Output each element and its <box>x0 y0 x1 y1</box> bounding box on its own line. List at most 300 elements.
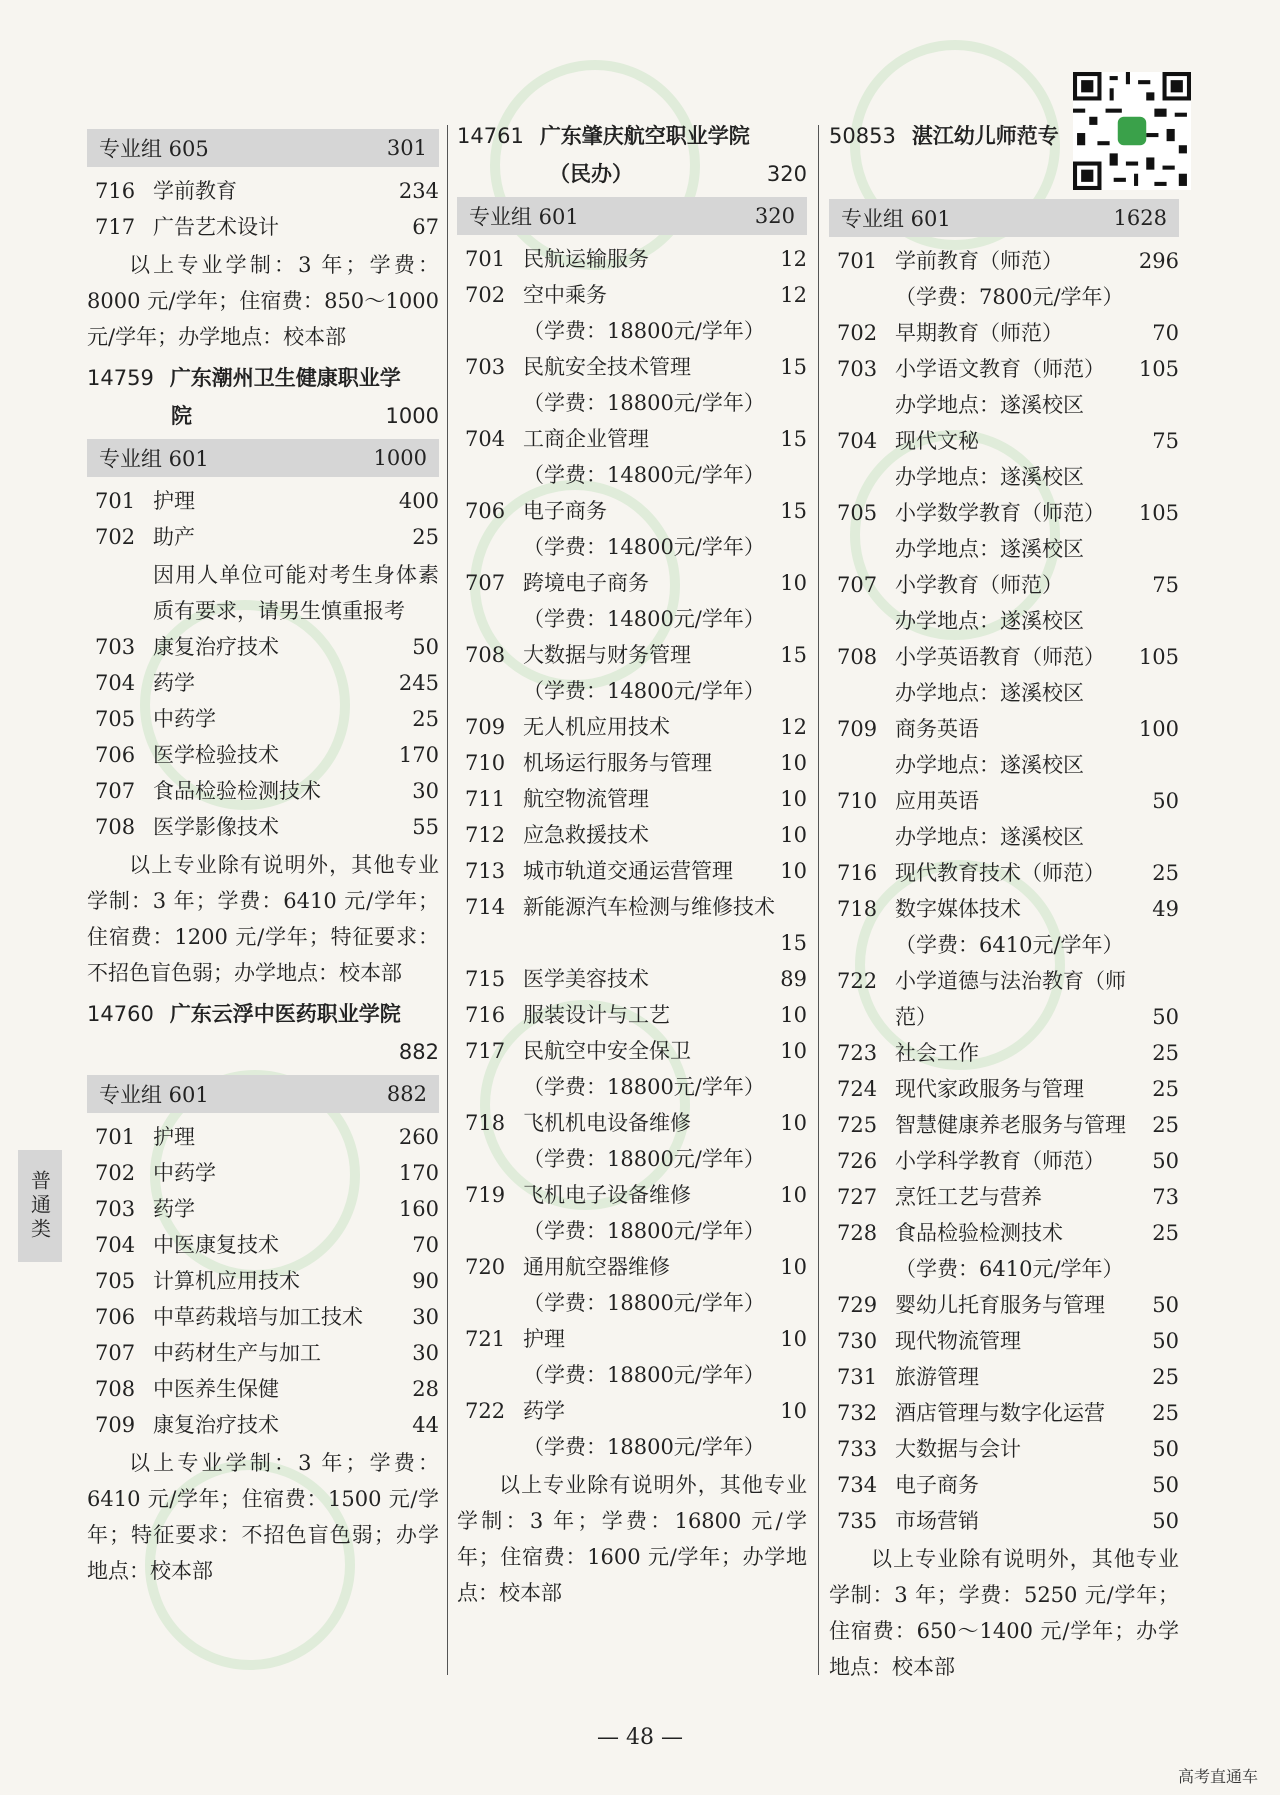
major-list <box>829 243 1179 963</box>
major-quota: 12 <box>780 247 807 271</box>
major-name: 商务英语 <box>895 717 979 741</box>
column-3 <box>829 125 1179 1685</box>
major-quota: 50 <box>1152 1293 1179 1317</box>
major-code: 724 <box>837 1077 878 1101</box>
major-name: 中草药栽培与加工技术 <box>153 1305 363 1329</box>
major-code: 707 <box>95 1341 136 1365</box>
major-name: 小学数学教育（师范） <box>895 501 1105 525</box>
major-name: 护理 <box>153 489 195 513</box>
major-row <box>829 783 1179 819</box>
major-name: 康复治疗技术 <box>153 1413 279 1437</box>
major-quota: 12 <box>780 283 807 307</box>
major-row <box>87 629 439 665</box>
group-header <box>829 199 1179 237</box>
major-row <box>829 1503 1179 1539</box>
major-name: 学前教育（师范） <box>895 249 1063 273</box>
major-row <box>829 243 1179 279</box>
major-row <box>87 1119 439 1155</box>
major-note: （学费：18800元/学年） <box>523 1147 765 1171</box>
major-row <box>87 665 439 701</box>
school-heading-line2 <box>87 397 439 435</box>
major-name: 学前教育 <box>153 179 237 203</box>
major-row <box>457 493 807 529</box>
major-note: （学费：18800元/学年） <box>523 319 765 343</box>
column-2 <box>457 125 807 1611</box>
major-quota: 10 <box>780 1327 807 1351</box>
major-row <box>87 483 439 519</box>
major-row <box>457 745 807 781</box>
major-quota: 15 <box>780 931 807 955</box>
major-name: 中医养生保健 <box>153 1377 279 1401</box>
major-quota: 100 <box>1138 717 1179 741</box>
major-name: 电子商务 <box>523 499 607 523</box>
major-code: 706 <box>95 1305 136 1329</box>
major-row <box>87 1191 439 1227</box>
column-divider <box>447 125 448 1675</box>
major-quota: 10 <box>780 571 807 595</box>
major-name: 机场运行服务与管理 <box>523 751 712 775</box>
major-name: 小学教育（师范） <box>895 573 1063 597</box>
major-quota: 75 <box>1152 573 1179 597</box>
major-row <box>87 209 439 245</box>
major-name: 广告艺术设计 <box>153 215 279 239</box>
major-quota: 30 <box>412 1305 439 1329</box>
major-quota: 89 <box>780 967 807 991</box>
major-name: 药学 <box>523 1399 565 1423</box>
footer-tag: 高考直通车 <box>1177 1767 1258 1786</box>
group-label: 专业组 601 <box>841 207 951 231</box>
major-code: 716 <box>465 1003 506 1027</box>
major-name: 应用英语 <box>895 789 979 813</box>
major-row <box>87 773 439 809</box>
major-list <box>457 961 807 1465</box>
major-name: 中医康复技术 <box>153 1233 279 1257</box>
major-code: 734 <box>837 1473 878 1497</box>
major-name: 空中乘务 <box>523 283 607 307</box>
major-quota: 50 <box>412 635 439 659</box>
group-notes: 以上专业除有说明外，其他专业学制：3 年；学费：5250 元/学年；住宿费：650～1400 元/学年；办学地点：校本部 <box>829 1547 1179 1679</box>
major-row <box>87 519 439 555</box>
major-quota: 25 <box>1152 1365 1179 1389</box>
page-number: — 48 — <box>597 1725 683 1750</box>
major-name: 新能源汽车检测与维修技术 <box>523 895 775 919</box>
major-name: 食品检验检测技术 <box>153 779 321 803</box>
major-quota: 10 <box>780 1183 807 1207</box>
school-heading-line2 <box>87 1033 439 1071</box>
major-name: 中药材生产与加工 <box>153 1341 321 1365</box>
major-quota: 25 <box>1152 1077 1179 1101</box>
major-code: 731 <box>837 1365 878 1389</box>
major-name: 飞机电子设备维修 <box>523 1183 691 1207</box>
school-name: 广东云浮中医药职业学院 <box>169 1002 401 1026</box>
major-note: （学费：18800元/学年） <box>523 1219 765 1243</box>
major-row <box>829 891 1179 927</box>
major-row <box>829 1395 1179 1431</box>
major-name: 大数据与会计 <box>895 1437 1021 1461</box>
major-code: 713 <box>465 859 506 883</box>
major-quota: 25 <box>1152 1041 1179 1065</box>
major-name: 飞机机电设备维修 <box>523 1111 691 1135</box>
major-code: 719 <box>465 1183 506 1207</box>
major-code: 701 <box>95 489 136 513</box>
major-row <box>457 277 807 313</box>
major-code: 703 <box>95 635 136 659</box>
major-row <box>829 1143 1179 1179</box>
major-name: 烹饪工艺与营养 <box>895 1185 1042 1209</box>
school-name: 广东肇庆航空职业学院 <box>539 124 750 148</box>
major-code: 704 <box>95 1233 136 1257</box>
major-row <box>457 1177 807 1213</box>
school-name: 湛江幼儿师范专 <box>911 124 1059 148</box>
group-total: 301 <box>386 136 427 160</box>
major-quota: 15 <box>780 427 807 451</box>
major-code: 704 <box>95 671 136 695</box>
major-row <box>87 809 439 845</box>
major-quota: 296 <box>1138 249 1179 273</box>
major-code: 717 <box>95 215 136 239</box>
major-row <box>829 1431 1179 1467</box>
major-quota: 25 <box>1152 1221 1179 1245</box>
major-row <box>87 1227 439 1263</box>
major-note: （学费：18800元/学年） <box>523 1435 765 1459</box>
major-quota: 30 <box>412 779 439 803</box>
major-code: 720 <box>465 1255 506 1279</box>
major-code: 710 <box>465 751 506 775</box>
major-note: （学费：14800元/学年） <box>523 607 765 631</box>
major-list <box>829 1035 1179 1539</box>
school-heading <box>457 117 807 155</box>
major-quota: 12 <box>780 715 807 739</box>
major-list <box>457 241 807 889</box>
major-row <box>457 241 807 277</box>
major-code: 723 <box>837 1041 878 1065</box>
major-code: 702 <box>465 283 506 307</box>
major-quota: 105 <box>1138 501 1179 525</box>
group-total: 882 <box>386 1082 427 1106</box>
major-name: 应急救援技术 <box>523 823 649 847</box>
major-row <box>457 1249 807 1285</box>
major-note: 办学地点：遂溪校区 <box>895 609 1084 633</box>
major-note: （学费：18800元/学年） <box>523 1363 765 1387</box>
major-note: （学费：14800元/学年） <box>523 679 765 703</box>
major-code: 703 <box>837 357 878 381</box>
major-quota: 70 <box>412 1233 439 1257</box>
major-row <box>87 701 439 737</box>
major-name: 药学 <box>153 671 195 695</box>
major-code: 729 <box>837 1293 878 1317</box>
major-code: 718 <box>837 897 878 921</box>
major-code: 702 <box>837 321 878 345</box>
group-header <box>87 129 439 167</box>
major-row <box>457 1321 807 1357</box>
major-quota: 50 <box>1152 1329 1179 1353</box>
school-code: 14761 <box>457 124 524 148</box>
major-row <box>829 1035 1179 1071</box>
major-quota: 55 <box>412 815 439 839</box>
school-name-cont: （民办） <box>549 162 633 186</box>
major-note: （学费：18800元/学年） <box>523 391 765 415</box>
group-label: 专业组 601 <box>469 205 579 229</box>
major-name: 数字媒体技术 <box>895 897 1021 921</box>
major-quota: 105 <box>1138 357 1179 381</box>
major-row <box>829 1323 1179 1359</box>
major-name: 医学美容技术 <box>523 967 649 991</box>
major-name: 城市轨道交通运营管理 <box>523 859 733 883</box>
school-heading <box>87 359 439 397</box>
major-code: 728 <box>837 1221 878 1245</box>
major-name: 康复治疗技术 <box>153 635 279 659</box>
major-code: 707 <box>95 779 136 803</box>
major-code: 704 <box>837 429 878 453</box>
major-row <box>457 781 807 817</box>
major-quota: 50 <box>1152 1437 1179 1461</box>
major-note: （学费：6410元/学年） <box>895 933 1124 957</box>
major-note: 因用人单位可能对考生身体素质有要求，请男生慎重报考 <box>153 563 439 623</box>
school-total: 1000 <box>385 404 439 428</box>
major-row <box>457 637 807 673</box>
major-code: 703 <box>465 355 506 379</box>
major-quota: 105 <box>1138 645 1179 669</box>
major-row <box>87 1263 439 1299</box>
school-heading-line2 <box>457 155 807 193</box>
major-code: 701 <box>837 249 878 273</box>
major-name: 助产 <box>153 525 195 549</box>
major-quota: 50 <box>1152 1473 1179 1497</box>
major-name: 婴幼儿托育服务与管理 <box>895 1293 1105 1317</box>
category-side-tab: 普通类 <box>18 1150 62 1262</box>
group-label: 专业组 605 <box>99 137 209 161</box>
major-code: 725 <box>837 1113 878 1137</box>
major-quota: 10 <box>780 1399 807 1423</box>
major-name: 医学影像技术 <box>153 815 279 839</box>
major-name: 现代教育技术（师范） <box>895 861 1105 885</box>
major-note: （学费：18800元/学年） <box>523 1075 765 1099</box>
group-notes: 以上专业除有说明外，其他专业学制：3 年；学费：6410 元/学年；住宿费：1200 元/学年；特征要求：不招色盲色弱；办学地点：校本部 <box>87 853 439 985</box>
major-row <box>829 855 1179 891</box>
major-note: 办学地点：遂溪校区 <box>895 681 1084 705</box>
major-quota: 15 <box>780 499 807 523</box>
major-quota: 67 <box>412 215 439 239</box>
major-code: 716 <box>95 179 136 203</box>
major-note: 办学地点：遂溪校区 <box>895 465 1084 489</box>
major-quota: 30 <box>412 1341 439 1365</box>
major-quota: 260 <box>398 1125 439 1149</box>
major-row <box>829 567 1179 603</box>
major-row <box>87 1407 439 1443</box>
major-note: 办学地点：遂溪校区 <box>895 825 1084 849</box>
major-name: 中药学 <box>153 1161 216 1185</box>
major-code: 702 <box>95 525 136 549</box>
major-quota: 15 <box>780 355 807 379</box>
major-row <box>829 315 1179 351</box>
major-row <box>829 423 1179 459</box>
major-code: 705 <box>95 1269 136 1293</box>
major-quota: 25 <box>1152 1401 1179 1425</box>
major-code: 721 <box>465 1327 506 1351</box>
major-code: 705 <box>837 501 878 525</box>
major-quota: 10 <box>780 751 807 775</box>
major-name: 小学道德与法治教育（师 <box>895 969 1126 993</box>
major-code: 732 <box>837 1401 878 1425</box>
major-row <box>829 1359 1179 1395</box>
major-code: 715 <box>465 967 506 991</box>
major-name: 现代文秘 <box>895 429 979 453</box>
major-code: 709 <box>837 717 878 741</box>
major-quota: 10 <box>780 823 807 847</box>
major-code: 707 <box>837 573 878 597</box>
major-name: 护理 <box>523 1327 565 1351</box>
school-name: 广东潮州卫生健康职业学 <box>169 366 401 390</box>
major-name: 市场营销 <box>895 1509 979 1533</box>
school-code: 14760 <box>87 1002 154 1026</box>
group-total: 1000 <box>373 446 427 470</box>
major-name: 通用航空器维修 <box>523 1255 670 1279</box>
major-quota: 49 <box>1152 897 1179 921</box>
major-code: 708 <box>95 815 136 839</box>
major-row <box>87 1371 439 1407</box>
major-code: 722 <box>837 969 878 993</box>
group-notes: 以上专业学制：3 年；学费：8000 元/学年；住宿费：850～1000 元/学年；办学地点：校本部 <box>87 253 439 349</box>
major-row <box>457 421 807 457</box>
major-quota: 50 <box>1152 789 1179 813</box>
major-row <box>457 889 807 925</box>
major-quota: 90 <box>412 1269 439 1293</box>
major-name: 现代家政服务与管理 <box>895 1077 1084 1101</box>
group-total: 1628 <box>1113 206 1167 230</box>
major-code: 711 <box>465 787 506 811</box>
major-row <box>87 1299 439 1335</box>
major-quota: 400 <box>398 489 439 513</box>
major-quota: 10 <box>780 1255 807 1279</box>
group-header <box>87 439 439 477</box>
major-name: 工商企业管理 <box>523 427 649 451</box>
major-row <box>457 709 807 745</box>
major-row <box>829 639 1179 675</box>
school-heading <box>87 995 439 1033</box>
major-quota: 50 <box>1152 1509 1179 1533</box>
major-quota: 25 <box>1152 861 1179 885</box>
major-code: 701 <box>465 247 506 271</box>
major-code: 701 <box>95 1125 136 1149</box>
major-name: 民航安全技术管理 <box>523 355 691 379</box>
major-name: 跨境电子商务 <box>523 571 649 595</box>
major-code: 703 <box>95 1197 136 1221</box>
major-row <box>87 1335 439 1371</box>
major-code: 708 <box>837 645 878 669</box>
column-1 <box>87 125 439 1589</box>
major-code: 722 <box>465 1399 506 1423</box>
major-quota: 10 <box>780 1003 807 1027</box>
major-quota: 28 <box>412 1377 439 1401</box>
major-note: （学费：14800元/学年） <box>523 463 765 487</box>
school-total: 882 <box>398 1040 439 1064</box>
major-note: （学费：7800元/学年） <box>895 285 1124 309</box>
major-quota: 50 <box>1152 1149 1179 1173</box>
major-row <box>829 711 1179 747</box>
major-quota: 15 <box>780 643 807 667</box>
major-name: 民航空中安全保卫 <box>523 1039 691 1063</box>
major-row <box>457 853 807 889</box>
major-row <box>457 349 807 385</box>
major-quota: 10 <box>780 1039 807 1063</box>
major-row <box>829 495 1179 531</box>
major-code: 718 <box>465 1111 506 1135</box>
major-row <box>457 1393 807 1429</box>
major-code: 710 <box>837 789 878 813</box>
school-heading <box>829 117 1179 155</box>
major-row <box>87 173 439 209</box>
major-row <box>829 1107 1179 1143</box>
major-code: 708 <box>95 1377 136 1401</box>
group-notes: 以上专业学制：3 年；学费：6410 元/学年；住宿费：1500 元/学年；特征要求：不招色盲色弱；办学地点：校本部 <box>87 1451 439 1583</box>
major-row <box>457 1033 807 1069</box>
major-code: 707 <box>465 571 506 595</box>
major-quota: 234 <box>398 179 439 203</box>
major-row <box>457 961 807 997</box>
major-note: （学费：14800元/学年） <box>523 535 765 559</box>
major-name: 小学英语教育（师范） <box>895 645 1105 669</box>
major-quota: 160 <box>398 1197 439 1221</box>
major-name: 航空物流管理 <box>523 787 649 811</box>
group-header <box>457 197 807 235</box>
major-code: 717 <box>465 1039 506 1063</box>
group-notes: 以上专业除有说明外，其他专业学制：3 年；学费：16800 元/学年；住宿费：1600 元/学年；办学地点：校本部 <box>457 1473 807 1605</box>
major-row <box>829 1071 1179 1107</box>
major-name: 电子商务 <box>895 1473 979 1497</box>
major-quota: 50 <box>1152 1005 1179 1029</box>
major-note: （学费：6410元/学年） <box>895 1257 1124 1281</box>
major-quota: 75 <box>1152 429 1179 453</box>
major-code: 726 <box>837 1149 878 1173</box>
major-name: 社会工作 <box>895 1041 979 1065</box>
school-code: 14759 <box>87 366 154 390</box>
major-code: 730 <box>837 1329 878 1353</box>
major-name-cont: 范） <box>895 1005 937 1029</box>
major-note: 办学地点：遂溪校区 <box>895 753 1084 777</box>
major-quota: 10 <box>780 787 807 811</box>
major-code: 735 <box>837 1509 878 1533</box>
major-row <box>829 1215 1179 1251</box>
major-name: 医学检验技术 <box>153 743 279 767</box>
major-row <box>87 737 439 773</box>
major-name: 现代物流管理 <box>895 1329 1021 1353</box>
major-name: 无人机应用技术 <box>523 715 670 739</box>
school-name-cont: 院 <box>171 404 192 428</box>
major-row <box>457 817 807 853</box>
major-code: 706 <box>465 499 506 523</box>
major-code: 716 <box>837 861 878 885</box>
major-code: 727 <box>837 1185 878 1209</box>
major-row-cont <box>829 999 1179 1035</box>
major-code: 702 <box>95 1161 136 1185</box>
major-name: 民航运输服务 <box>523 247 649 271</box>
major-name: 酒店管理与数字化运营 <box>895 1401 1105 1425</box>
group-label: 专业组 601 <box>99 1083 209 1107</box>
group-label: 专业组 601 <box>99 447 209 471</box>
major-row <box>457 997 807 1033</box>
school-total: 320 <box>766 162 807 186</box>
major-name: 旅游管理 <box>895 1365 979 1389</box>
column-divider <box>818 125 819 1675</box>
major-quota: 25 <box>412 525 439 549</box>
major-quota: 25 <box>1152 1113 1179 1137</box>
major-name: 食品检验检测技术 <box>895 1221 1063 1245</box>
major-quota: 10 <box>780 1111 807 1135</box>
group-header <box>87 1075 439 1113</box>
major-code: 709 <box>95 1413 136 1437</box>
major-code: 708 <box>465 643 506 667</box>
group-total: 320 <box>754 204 795 228</box>
